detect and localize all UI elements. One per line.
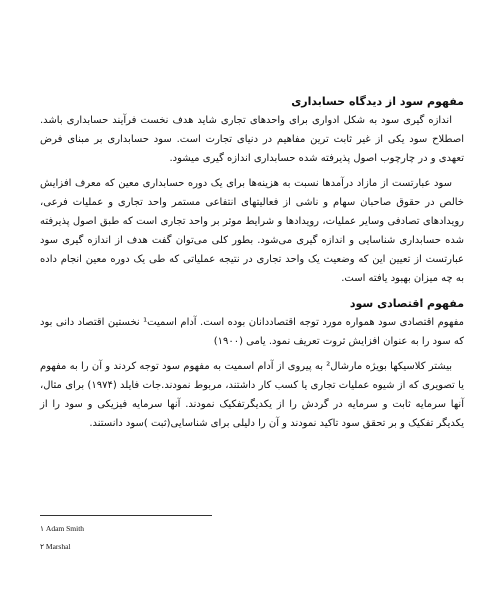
footnote-divider [40,515,212,516]
paragraph-4: بیشتر کلاسیکها بویژه مارشال² به پیروی از آدام اسمیت به مفهوم سود توجه کردند و آن را به مفهوم یا تصویری که از شیوه عملیات تجاری یا کسب کار داشتند، مربوط نمودند.جات فایلد (۱۹۷۴) برای مثال، آنها سرمایه ثابت و سرمایه در گردش را از یکدیگرتفکیک نمودند. آنها سرمایه فیزیکی و سود را از یکدیگر تفکیک و بر تحقق سود تاکید نمودند و آن را دلیلی برای شناسایی(ثبت )سود دانستند. [40,361,464,429]
footnote-1: ۱ Adam Smith [40,524,85,533]
paragraph-2: سود عبارتست از مازاد درآمدها نسبت به هزینه‌ها برای یک دوره حسابداری معین که معرف افزایش خالص در حقوق صاحبان سهام و ناشی از فعالیتهای انتفاعی مستمر واحد تجاری و عملیات فرعی، رویدادهای تصادفی وسایر عملیات، رویدادها و شرایط موثر بر واحد تجاری است که طبق اصول پذیرفته شده حسابداری شناسایی و اندازه گیری می‌شود. بطور کلی می‌توان گفت هدف از اندازه گیری سود عبارتست از تعیین این که وضعیت یک واحد تجاری در نتیجه عملیاتی که طی یک دوره معین انجام داده به چه میزان بهبود یافته است. [40,178,464,284]
section-heading-accounting-profit: مفهوم سود از دیدگاه حسابداری [291,95,464,108]
footnotes [40,515,240,556]
footnote-2: ۲ Marshal [40,542,71,551]
paragraph-1: اندازه گیری سود به شکل ادواری برای واحدهای تجاری شاید هدف نخست فرآیند حسابداری باشد. اصطلاح سود یکی از غیر ثابت ترین مفاهیم در دنیای تجارت است. سود حسابداری بر مبنای فرض تعهدی و در چارچوب اصول پذیرفته شده حسابداری اندازه گیری میشود. [40,115,464,164]
document-body [40,92,464,439]
paragraph-3: مفهوم اقتصادی سود همواره مورد توجه اقتصاددانان بوده است. آدام اسمیت¹ نخستین اقتصاد دانی بود که سود را به عنوان افزایش ثروت تعریف نمود. یامی (۱۹۰۰) [40,317,464,347]
section-heading-economic-profit: مفهوم اقتصادی سود [349,297,464,310]
